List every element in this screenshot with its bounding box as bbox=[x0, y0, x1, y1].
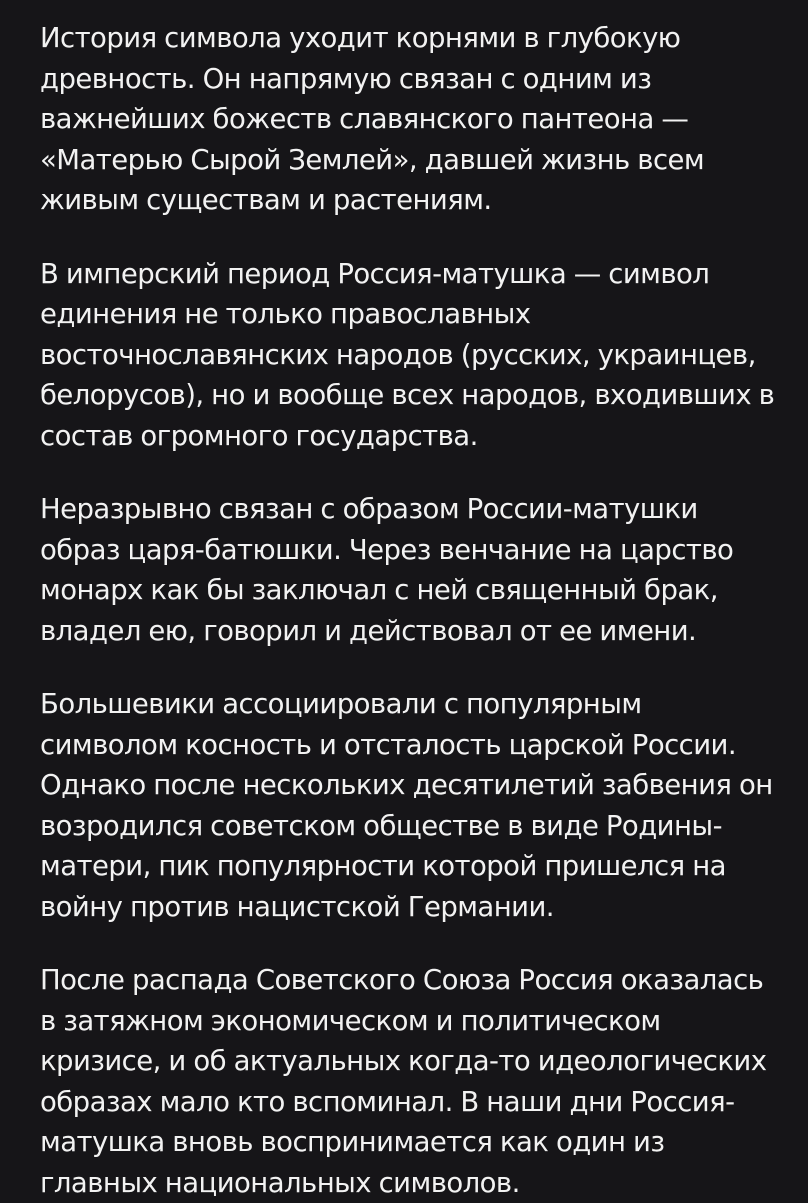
paragraph-line: Большевики ассоциировали с популярным bbox=[40, 684, 782, 725]
paragraph-imperial-period bbox=[40, 254, 782, 457]
paragraph-line: В имперский период Россия-матушка — символ bbox=[40, 254, 782, 295]
paragraph-line: Неразрывно связан с образом России-матушки bbox=[40, 489, 782, 530]
paragraph-line: Однако после нескольких десятилетий забвения он bbox=[40, 765, 782, 806]
paragraph-symbol-history bbox=[40, 18, 782, 221]
paragraph-line: матери, пик популярности которой пришелся на bbox=[40, 846, 782, 887]
paragraph-line: символом косность и отсталость царской России. bbox=[40, 725, 782, 766]
paragraph-line: состав огромного государства. bbox=[40, 416, 782, 457]
paragraph-line: важнейших божеств славянского пантеона — bbox=[40, 99, 782, 140]
paragraph-line: «Матерью Сырой Землей», давшей жизнь всем bbox=[40, 140, 782, 181]
paragraph-line: белорусов), но и вообще всех народов, входивших в bbox=[40, 375, 782, 416]
paragraph-line: единения не только православных bbox=[40, 294, 782, 335]
paragraph-line: в затяжном экономическом и политическом bbox=[40, 1001, 782, 1042]
paragraph-line: владел ею, говорил и действовал от ее имени. bbox=[40, 611, 782, 652]
paragraph-line: возродился советском обществе в виде Родины- bbox=[40, 806, 782, 847]
paragraph-soviet-era bbox=[40, 684, 782, 927]
paragraph-post-soviet bbox=[40, 960, 782, 1203]
paragraph-line: История символа уходит корнями в глубокую bbox=[40, 18, 782, 59]
paragraph-line: матушка вновь воспринимается как один из bbox=[40, 1122, 782, 1163]
paragraph-line: образ царя-батюшки. Через венчание на царство bbox=[40, 530, 782, 571]
paragraph-line: монарх как бы заключал с ней священный брак, bbox=[40, 570, 782, 611]
paragraph-line: живым существам и растениям. bbox=[40, 180, 782, 221]
paragraph-line: главных национальных символов. bbox=[40, 1163, 782, 1203]
paragraph-line: войну против нацистской Германии. bbox=[40, 887, 782, 928]
paragraph-line: восточнославянских народов (русских, украинцев, bbox=[40, 335, 782, 376]
paragraph-line: древность. Он напрямую связан с одним из bbox=[40, 59, 782, 100]
paragraph-line: образах мало кто вспоминал. В наши дни Россия- bbox=[40, 1082, 782, 1123]
paragraph-line: После распада Советского Союза Россия оказалась bbox=[40, 960, 782, 1001]
paragraph-line: кризисе, и об актуальных когда-то идеологических bbox=[40, 1041, 782, 1082]
paragraph-tsar-image bbox=[40, 489, 782, 651]
